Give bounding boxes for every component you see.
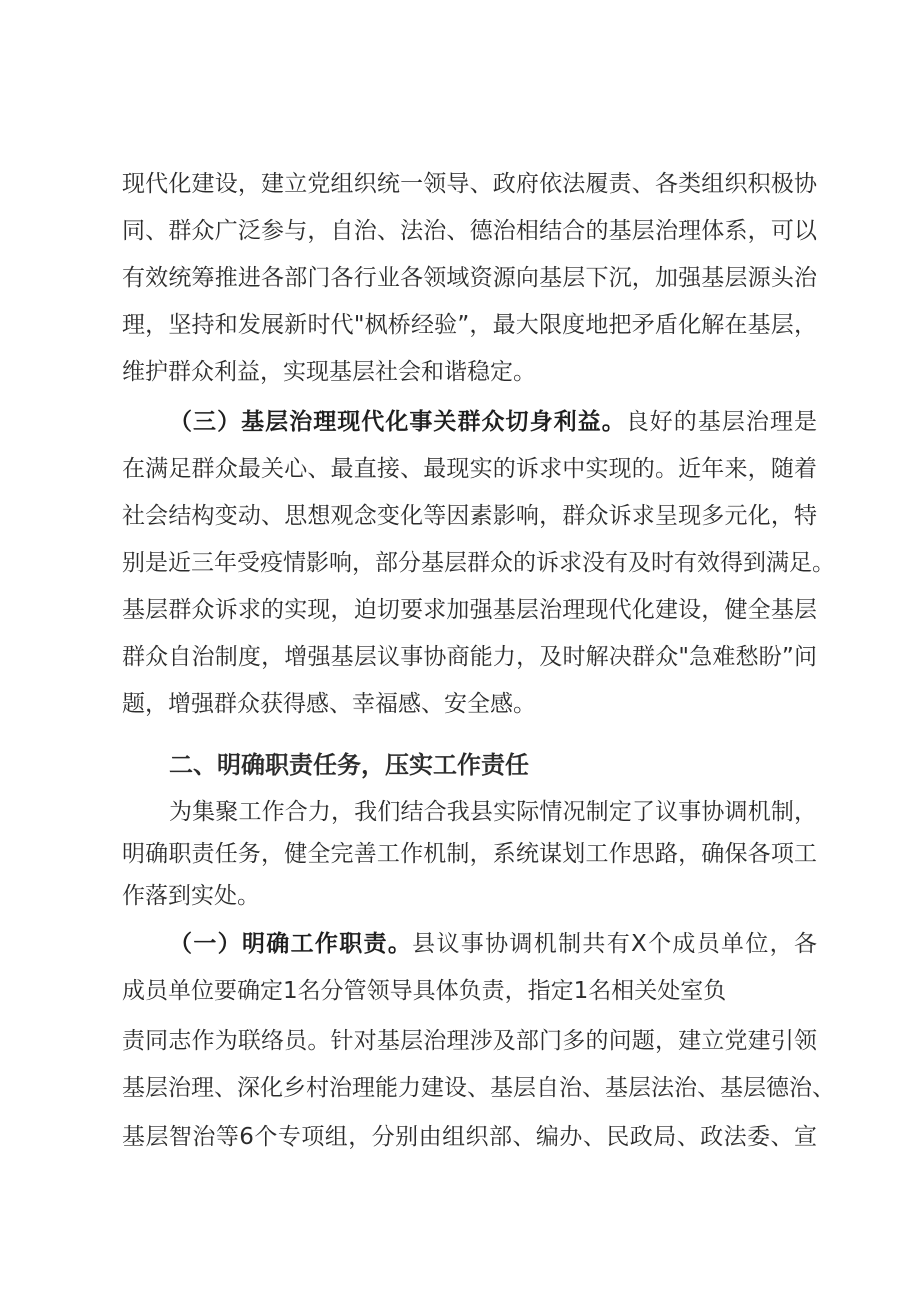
subsection-line — [0, 924, 920, 964]
paragraph-line — [0, 305, 920, 345]
section-heading-text: 二、明确职责任务，压实工作责任 — [169, 751, 529, 779]
line-text: 群众自治制度，增强基层议事协商能力，及时解决群众"急难愁盼”问 — [122, 644, 817, 670]
line-text: 维护群众利益，实现基层社会和谐稳定。 — [122, 359, 536, 385]
line-text: 基层群众诉求的实现，迫切要求加强基层治理现代化建设，健全基层 — [122, 597, 817, 623]
subsection-body: 良好的基层治理是 — [625, 409, 818, 435]
paragraph-line — [0, 211, 920, 251]
subsection-line — [0, 402, 920, 442]
line-text: 为集聚工作合力，我们结合我县实际情况制定了议事协调机制， — [169, 799, 817, 825]
subsection-text — [169, 402, 817, 442]
paragraph-line — [0, 1117, 920, 1157]
paragraph-line — [0, 637, 920, 677]
paragraph-line — [0, 258, 920, 298]
line-text: 有效统筹推进各部门各行业各领域资源向基层下沉，加强基层源头治 — [122, 265, 817, 291]
subsection-heading: （三）基层治理现代化事关群众切身利益。 — [169, 409, 626, 435]
paragraph-line — [0, 684, 920, 724]
paragraph-line — [0, 1021, 920, 1061]
subsection-text — [169, 924, 817, 964]
paragraph-line — [0, 449, 920, 489]
line-text: 题，增强群众获得感、幸福感、安全感。 — [122, 691, 536, 717]
paragraph-line — [0, 971, 920, 1011]
paragraph-line — [0, 590, 920, 630]
line-text: 责同志作为联络员。针对基层治理涉及部门多的问题，建立党建引领 — [122, 1028, 817, 1054]
paragraph-line — [0, 352, 920, 392]
line-text: 别是近三年受疫情影响，部分基层群众的诉求没有及时有效得到满足。 — [122, 550, 835, 576]
line-text: 成员单位要确定1名分管领导具体负责，指定1名相关处室负 — [122, 978, 727, 1004]
line-text: 基层智治等6个专项组，分别由组织部、编办、民政局、政法委、宣 — [122, 1124, 817, 1150]
line-text: 同、群众广泛参与，自治、法治、德治相结合的基层治理体系，可以 — [122, 218, 817, 244]
paragraph-line — [0, 876, 920, 916]
section-heading — [0, 745, 920, 785]
paragraph-line — [0, 834, 920, 874]
line-text: 社会结构变动、思想观念变化等因素影响，群众诉求呈现多元化，特 — [122, 503, 817, 529]
line-text: 现代化建设，建立党组织统一领导、政府依法履责、各类组织积极协 — [122, 171, 817, 197]
subsection-body: 县议事协调机制共有X个成员单位，各 — [412, 931, 817, 957]
line-text: 基层治理、深化乡村治理能力建设、基层自治、基层法治、基层德治、 — [122, 1075, 835, 1101]
line-text: 在满足群众最关心、最直接、最现实的诉求中实现的。近年来，随着 — [122, 456, 817, 482]
line-text: 理，坚持和发展新时代"枫桥经验”，最大限度地把矛盾化解在基层， — [122, 312, 817, 338]
paragraph-line — [0, 1068, 920, 1108]
line-text: 作落到实处。 — [122, 883, 260, 909]
paragraph-line — [0, 496, 920, 536]
paragraph-line — [0, 792, 920, 832]
paragraph-line — [0, 543, 920, 583]
subsection-heading: （一）明确工作职责。 — [169, 931, 413, 957]
paragraph-line — [0, 164, 920, 204]
line-text: 明确职责任务，健全完善工作机制，系统谋划工作思路，确保各项工 — [122, 841, 817, 867]
